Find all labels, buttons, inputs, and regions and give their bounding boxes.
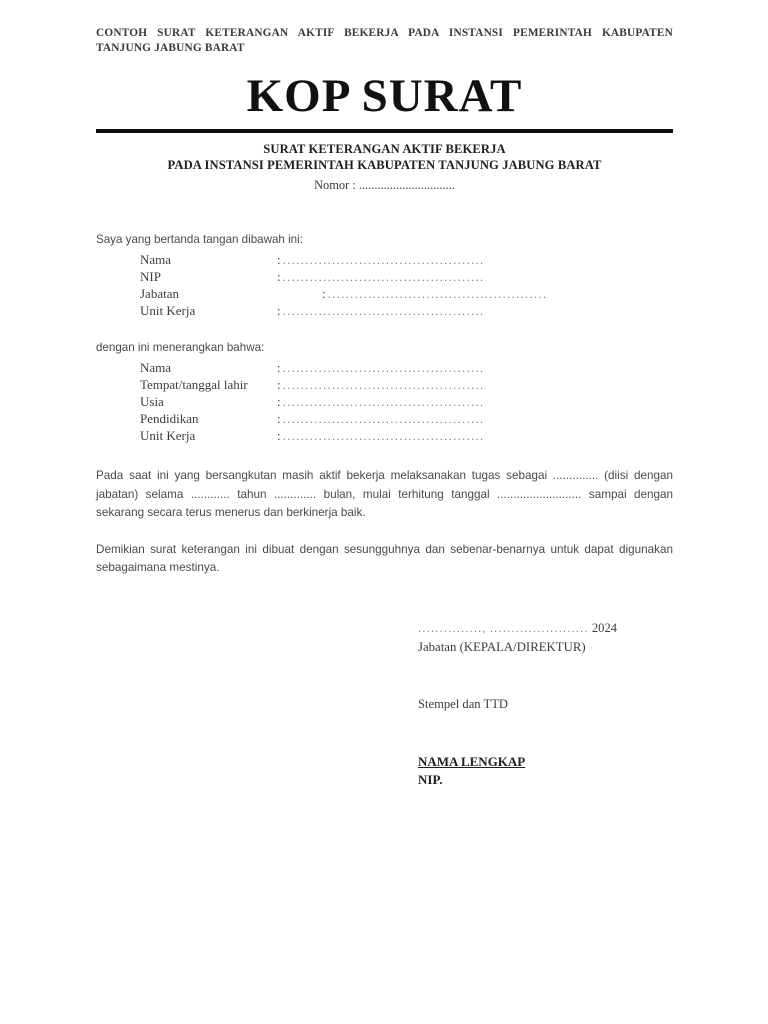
field-separator: : [277,428,281,443]
field-row [96,394,673,411]
signature-stamp-note: Stempel dan TTD [418,696,509,711]
field-fill-line[interactable]: ............................................. [282,304,485,318]
signature-nip: NIP. [418,771,443,787]
field-label: Pendidikan [140,411,199,426]
field-fill-line[interactable]: ............................................. [282,412,485,426]
signature-name: NAMA LENGKAP [418,753,526,769]
field-label: Unit Kerja [140,303,196,318]
field-fill-line[interactable]: ............................................. [282,378,485,392]
field-separator: : [277,377,281,392]
signature-place-dots[interactable]: ..............., [418,622,487,635]
declarant-field-list [96,252,673,320]
declarant-intro: Saya yang bertanda tangan dibawah ini: [96,233,303,246]
subtitle-line-2: PADA INSTANSI PEMERINTAH KABUPATEN TANJUNG JABUNG BARAT [167,158,602,172]
field-label: Tempat/tanggal lahir [140,377,248,392]
field-row [96,360,673,377]
field-separator: : [277,394,281,409]
document-body [96,26,673,788]
field-fill-line[interactable]: ................................................. [327,287,548,301]
letterhead-divider [96,129,673,133]
document-caption: CONTOH SURAT KETERANGAN AKTIF BEKERJA PADA INSTANSI PEMERINTAH KABUPATEN TANJUNG JABUNG BARAT [96,27,673,54]
field-row [96,411,673,428]
nomor-label: Nomor : [314,178,359,192]
subject-intro: dengan ini menerangkan bahwa: [96,341,265,354]
subtitle-line-1: SURAT KETERANGAN AKTIF BEKERJA [263,142,506,156]
field-separator: : [277,360,281,375]
field-label: Nama [140,252,172,267]
field-row [96,269,673,286]
signature-date-dots[interactable]: ....................... [489,622,589,635]
field-row [96,303,673,320]
field-label: Nama [140,360,172,375]
field-fill-line[interactable]: ............................................. [282,429,485,443]
signature-year: 2024 [591,620,618,635]
field-label: NIP [140,269,161,284]
signature-date-line [418,620,673,638]
signature-role: Jabatan (KEPALA/DIREKTUR) [418,639,586,654]
field-fill-line[interactable]: ............................................. [282,270,485,284]
field-label: Unit Kerja [140,428,196,443]
field-separator: : [322,286,326,301]
signature-name-wrap [418,713,673,771]
subject-field-list [96,360,673,445]
body-paragraph-1: Pada saat ini yang bersangkutan masih aktif bekerja melaksanakan tugas sebagai .............. (diisi dengan jabatan) selama ............ tahun ............. bulan, mulai terhitung tanggal .......................... sampai dengan sekarang secara terus menerus dan berkinerja baik. [96,469,673,519]
body-paragraph-2: Demikian surat keterangan ini dibuat dengan sesungguhnya dan sebenar-benarnya untuk dapat digunakan sebagaimana mestinya. [96,542,673,574]
field-separator: : [277,269,281,284]
field-row [96,286,673,303]
nomor-line [96,177,673,194]
field-row [96,377,673,394]
signature-block [418,620,673,788]
field-row [96,252,673,269]
field-label: Usia [140,394,164,409]
field-fill-line[interactable]: ............................................. [282,253,485,267]
field-fill-line[interactable]: ............................................. [282,361,485,375]
letterhead-title: KOP SURAT [246,70,523,122]
nomor-dots: ............................... [358,178,455,192]
field-label: Jabatan [140,286,179,301]
field-separator: : [277,303,281,318]
field-separator: : [277,411,281,426]
field-row [96,428,673,445]
field-fill-line[interactable]: ............................................. [282,395,485,409]
field-separator: : [277,252,281,267]
